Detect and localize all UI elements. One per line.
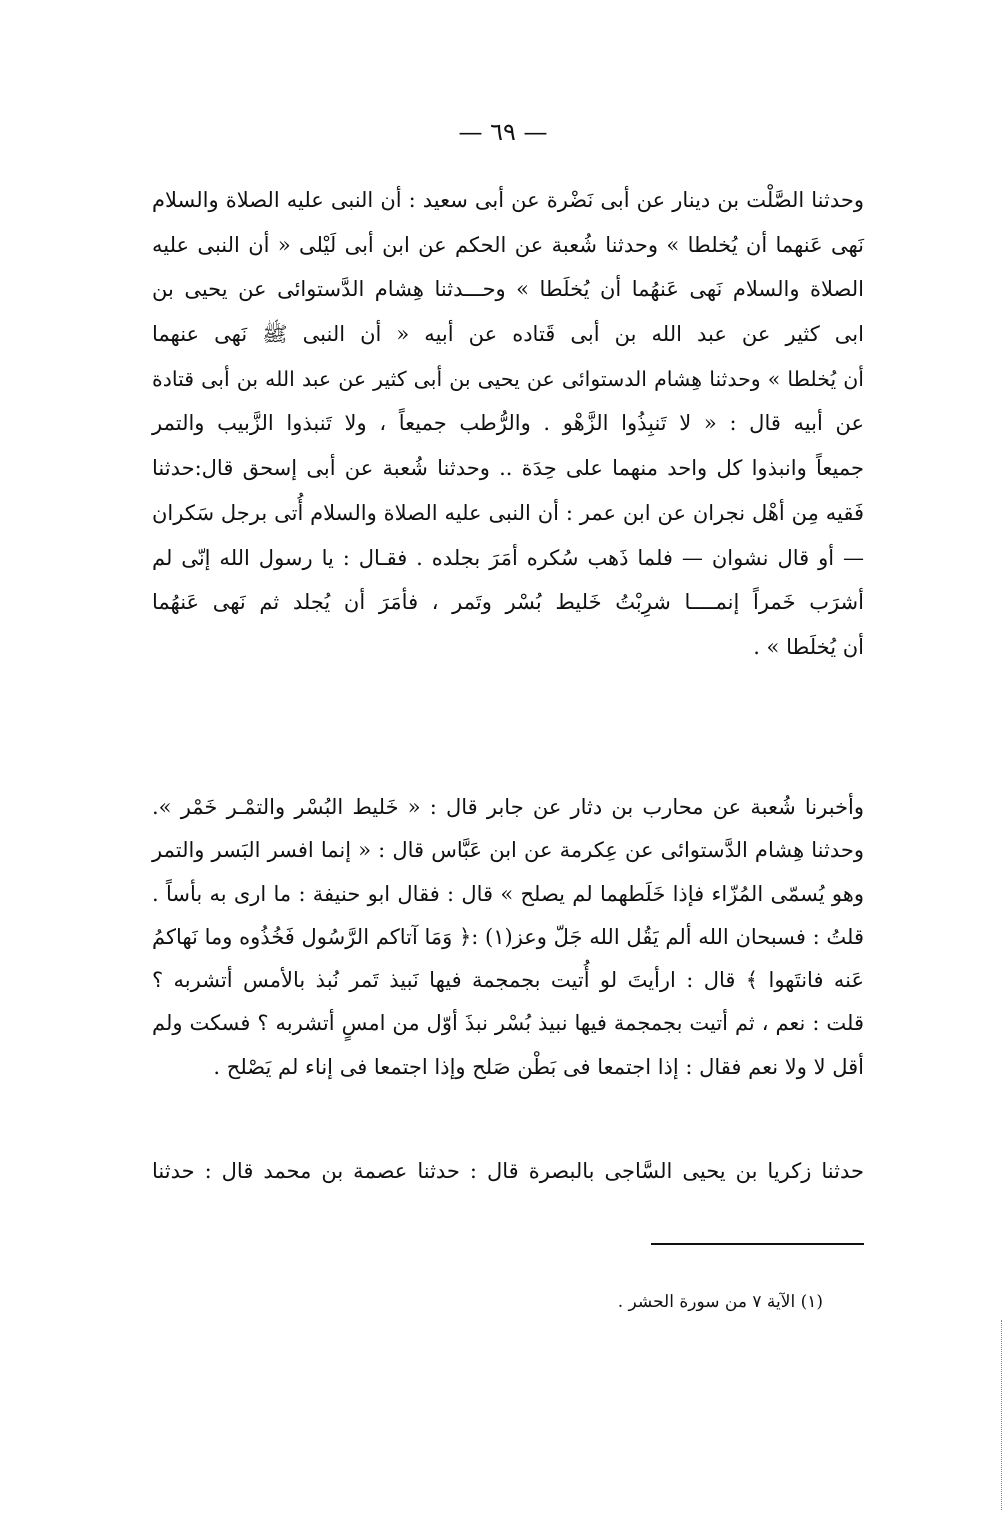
text-line: فَقيه مِن أهْل نجران عن ابن عمر : أن النبى عليه الصلاة والسلام أُتى برجل سَكران <box>152 500 864 525</box>
text-line: قلت : نعم ، ثم أتيت بجمجمة فيها نبيذ بُسْر نبذَ أوّل من امسٍ أتشربه ؟ فسكت ولم <box>152 1011 864 1036</box>
text-line: أشرَب خَمراً إنمــــا شرِبْتُ خَليط بُسْر وتَمر ، فأمَرَ أن يُجلد ثم نَهى عَنهُما <box>152 590 864 615</box>
text-line: حدثنا زكريا بن يحيى السَّاجى بالبصرة قال : حدثنا عصمة بن محمد قال : حدثنا <box>152 1159 864 1183</box>
paragraph-1 <box>152 190 864 682</box>
text-line: نَهى عَنهما أن يُخلطا » وحدثنا شُعبة عن الحكم عن ابن أبى لَيْلى « أن النبى عليه <box>152 232 864 257</box>
text-line: جميعاً وانبذوا كل واحد منهما على حِدَة .. وحدثنا شُعبة عن أبى إسحق قال:حدثنا <box>152 456 864 481</box>
text-line: وأخبرنا شُعبة عن محارب بن دثار عن جابر قال : « خَليط البُسْر والتمْـر خَمْر ». <box>152 795 864 819</box>
text-line: وحدثنا هِشام الدَّستوائى عن عِكرمة عن ابن عَبَّاس قال : « إنما افسر البَسر والتمر <box>152 838 864 863</box>
scan-edge-artifact <box>998 1320 1002 1510</box>
page-number: — ٦٩ — <box>458 118 548 146</box>
text-line: عن أبيه قال : « لا تَنبِذُوا الزَّهْو . والرُّطب جميعاً ، ولا تَنبذوا الزَّبيب والتمر <box>152 411 864 436</box>
text-line: قلتُ : فسبحان الله ألم يَقُل الله جَلّ وعز(١) :﴿ وَمَا آتاكم الرَّسُول فَخُذُوه وما نَهاكمُ <box>152 924 864 949</box>
text-line: وحدثنا الصَّلْت بن دينار عن أبى نَضْرة عن أبى سعيد : أن النبى عليه الصلاة والسلام <box>152 188 864 212</box>
paragraph-2 <box>152 797 864 1100</box>
text-line: عَنه فانتَهوا ﴾ قال : ارأيتَ لو أُتيت بجمجمة فيها نَبيذ تَمر نُبذ بالأمس أتشربه ؟ <box>152 968 864 993</box>
footnote-divider <box>651 1243 864 1245</box>
text-line: أن يُخلَطا » . <box>753 634 864 659</box>
text-line: وهو يُسمّى المُزّاء فإذا خَلَطهما لم يصلح » قال : فقال ابو حنيفة : ما ارى به بأساً . <box>152 881 864 906</box>
text-line: الصلاة والسلام نَهى عَنهُما أن يُخلَطا » وحـــدثنا هِشام الدَّستوائى عن يحيى بن <box>152 277 864 302</box>
paragraph-3 <box>152 1161 864 1182</box>
text-line: ابى كثير عن عبد الله بن أبى قَتاده عن أبيه « أن النبى ﷺ نَهى عنهما <box>152 322 864 347</box>
footnote: (١) الآية ٧ من سورة الحشر . <box>617 1292 823 1312</box>
text-line: أقل لا ولا نعم فقال : إذا اجتمعا فى بَطْن صَلح وإذا اجتمعا فى إناء لم يَصْلح . <box>213 1054 864 1079</box>
text-line: أن يُخلطا » وحدثنا هِشام الدستوائى عن يحيى بن أبى كثير عن عبد الله بن أبى قتادة <box>152 366 864 391</box>
text-line: — أو قال نشوان — فلما ذَهب سُكره أمَرَ بجلده . فقـال : يا رسول الله إنّى لم <box>152 545 864 570</box>
